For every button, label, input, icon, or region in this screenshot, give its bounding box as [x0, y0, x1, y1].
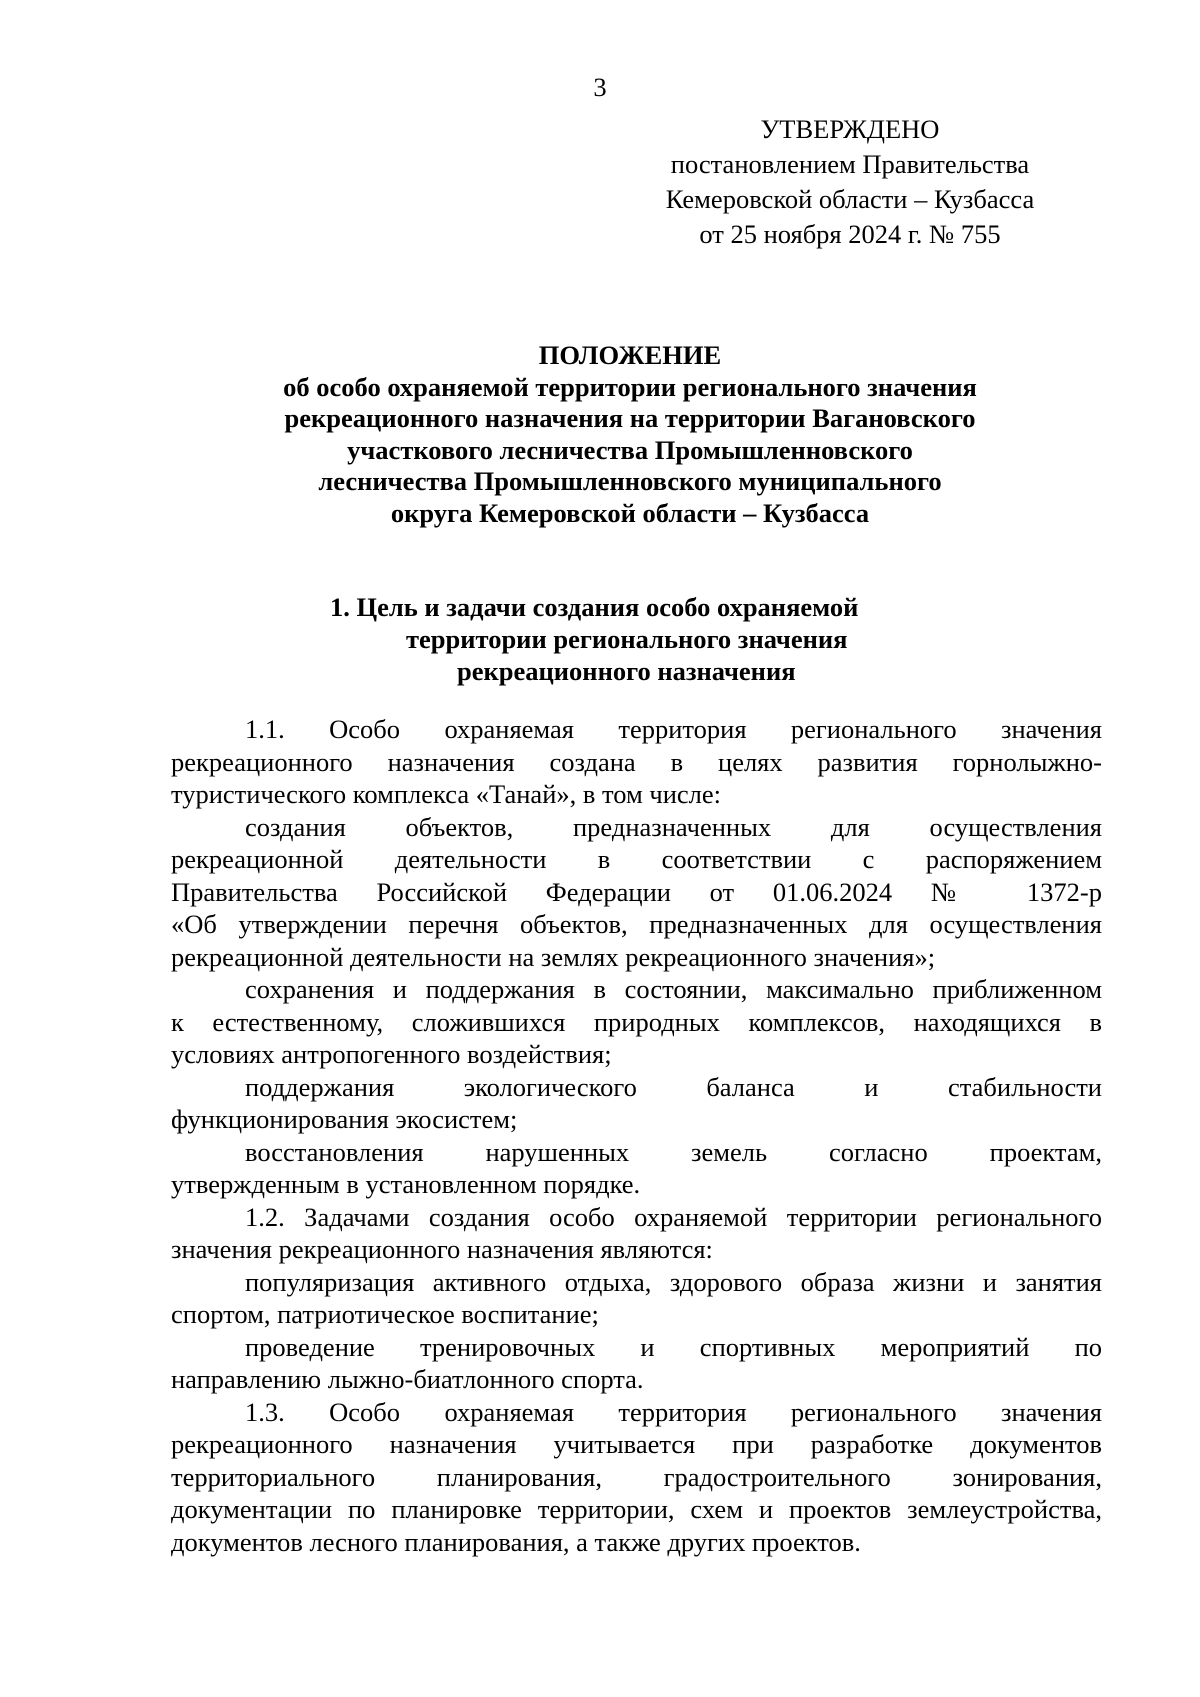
title-line: округа Кемеровской области – Кузбасса — [390, 497, 870, 528]
paragraph-line: направлению лыжно-биатлонного спорта. — [171, 1364, 644, 1394]
title-line: ПОЛОЖЕНИЕ — [538, 340, 722, 370]
title-line: об особо охраняемой территории регионального значения — [283, 371, 977, 402]
paragraph-line: Правительства Российской Федерации от 01.06.2024 № 1372-р — [171, 876, 1102, 907]
paragraph-line: утвержденным в установленном порядке. — [171, 1169, 641, 1199]
approval-block — [610, 112, 1090, 252]
paragraph-line: значения рекреационного назначения являются: — [171, 1234, 713, 1264]
paragraph-line: документации по планировке территории, схем и проектов землеустройства, — [171, 1494, 1102, 1524]
title-line: лесничества Промышленновского муниципального — [318, 466, 942, 496]
approval-line: от 25 ноября 2024 г. № 755 — [699, 219, 1001, 249]
body-text — [171, 713, 1102, 1558]
paragraph — [171, 1071, 1102, 1136]
paragraph-line: «Об утверждении перечня объектов, предназначенных для осуществления — [171, 909, 1102, 939]
paragraph-line: территориального планирования, градостроительного зонирования, — [171, 1461, 1102, 1492]
paragraph-line: рекреационной деятельности на землях рекреационного значения»; — [171, 941, 936, 972]
approval-line: постановлением Правительства — [670, 149, 1030, 179]
title-line: рекреационного назначения на территории Вагановского — [284, 403, 976, 433]
paragraph — [171, 811, 1102, 974]
title-line: участкового лесничества Промышленновского — [347, 434, 913, 465]
paragraph-line: 1.3. Особо охраняемая территория регионального значения — [245, 1396, 1102, 1427]
paragraph — [171, 713, 1102, 811]
paragraph-line: спортом, патриотическое воспитание; — [171, 1299, 599, 1329]
section-heading-line: рекреационного назначения — [457, 656, 796, 686]
paragraph-line: рекреационного назначения учитывается при разработке документов — [171, 1429, 1102, 1459]
paragraph-line: восстановления нарушенных земель согласно проектам, — [245, 1136, 1102, 1167]
document-title — [150, 340, 1110, 529]
paragraph — [171, 1331, 1102, 1396]
paragraph — [171, 1136, 1102, 1201]
paragraph-line: функционирования экосистем; — [171, 1104, 518, 1134]
paragraph — [171, 1266, 1102, 1331]
paragraph-line: документов лесного планирования, а также других проектов. — [171, 1526, 861, 1557]
paragraph — [171, 1201, 1102, 1266]
paragraph-line: туристического комплекса «Танай», в том числе: — [171, 779, 722, 809]
page-number: 3 — [593, 72, 607, 102]
paragraph-line: проведение тренировочных и спортивных мероприятий по — [245, 1331, 1102, 1362]
section-heading-line: территории регионального значения — [406, 624, 848, 654]
section-heading — [300, 591, 940, 687]
paragraph-line: условиях антропогенного воздействия; — [171, 1039, 612, 1069]
paragraph — [171, 1396, 1102, 1559]
paragraph-line: к естественному, сложившихся природных комплексов, находящихся в — [171, 1006, 1102, 1037]
approval-line: УТВЕРЖДЕНО — [760, 114, 940, 144]
paragraph-line: 1.1. Особо охраняемая территория регионального значения — [245, 714, 1102, 744]
paragraph-line: рекреационного назначения создана в целях развития горнолыжно- — [171, 746, 1102, 777]
section-heading-line: 1. Цель и задачи создания особо охраняемой — [330, 592, 859, 622]
paragraph — [171, 973, 1102, 1071]
approval-line: Кемеровской области – Кузбасса — [665, 184, 1035, 214]
paragraph-line: рекреационной деятельности в соответствии с распоряжением — [171, 844, 1102, 874]
paragraph-line: поддержания экологического баланса и стабильности — [245, 1071, 1102, 1102]
paragraph-line: сохранения и поддержания в состоянии, максимально приближенном — [245, 974, 1102, 1004]
paragraph-line: популяризация активного отдыха, здорового образа жизни и занятия — [245, 1266, 1102, 1297]
paragraph-line: 1.2. Задачами создания особо охраняемой территории регионального — [245, 1201, 1102, 1232]
paragraph-line: создания объектов, предназначенных для осуществления — [245, 811, 1102, 842]
